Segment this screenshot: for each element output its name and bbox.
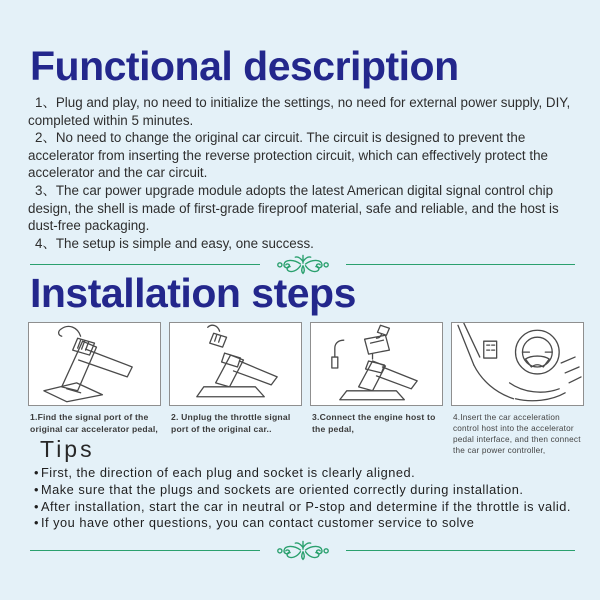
tip-text: If you have other questions, you can contact customer service to solve xyxy=(40,515,475,531)
installation-steps-title: Installation steps xyxy=(30,270,356,316)
pedal-with-cable-icon xyxy=(29,323,160,405)
dashboard-steering-wheel-icon xyxy=(452,323,583,405)
tip-item-3 xyxy=(34,499,584,516)
installation-step-3 xyxy=(310,322,443,456)
tips-list xyxy=(34,465,584,532)
divider-line-left xyxy=(30,264,260,265)
divider-line-right xyxy=(346,264,576,265)
step1-caption: 1.Find the signal port of the original car accelerator pedal, xyxy=(30,412,158,434)
step4-caption: 4.Insert the car acceleration control host into the accelerator pedal interface, and then connect the car power controller, xyxy=(453,413,581,455)
installation-step-4 xyxy=(451,322,584,456)
tip-item-4 xyxy=(34,515,584,532)
step2-panel xyxy=(169,322,302,406)
engine-host-connected-icon xyxy=(311,323,442,405)
step4-panel xyxy=(451,322,584,406)
tips-title: Tips xyxy=(40,436,95,462)
bullet-icon: • xyxy=(34,465,39,480)
bullet-icon: • xyxy=(34,481,39,497)
functional-item-3: 3、The car power upgrade module adopts the latest American digital signal control chip design, the shell is made of first-grade fireproof material, safe and reliable, and the host is dust-free packaging. xyxy=(28,182,559,234)
tip-item-1 xyxy=(34,465,584,482)
functional-item-1: 1、Plug and play, no need to initialize the settings, no need for external power supply, DIY, completed within 5 minutes. xyxy=(28,95,571,128)
pedal-unplugged-connector-icon xyxy=(170,323,301,405)
tip-text: First, the direction of each plug and socket is clearly aligned. xyxy=(40,465,416,480)
tip-text: After installation, start the car in neutral or P-stop and determine if the throttle is valid. xyxy=(40,498,571,514)
section-divider-bottom xyxy=(30,538,575,562)
divider-line-right xyxy=(346,550,576,551)
step2-caption: 2. Unplug the throttle signal port of the original car.. xyxy=(171,412,291,434)
step3-caption: 3.Connect the engine host to the pedal, xyxy=(312,412,436,434)
bullet-icon: • xyxy=(34,515,39,531)
tip-item-2 xyxy=(34,482,584,499)
bullet-icon: • xyxy=(34,498,39,514)
functional-item-2: 2、No need to change the original car circuit. The circuit is designed to prevent the accelerator from inserting the reverse protection circuit, which can effectively protect the accelerator and the car circuit. xyxy=(28,130,548,181)
functional-description-title: Functional description xyxy=(30,43,459,89)
functional-description-list xyxy=(28,94,584,252)
divider-line-left xyxy=(30,550,260,551)
step3-panel xyxy=(310,322,443,406)
flourish-ornament-icon xyxy=(264,538,342,562)
tip-text: Make sure that the plugs and sockets are oriented correctly during installation. xyxy=(40,481,524,497)
functional-item-4: 4、The setup is simple and easy, one success. xyxy=(35,235,314,251)
installation-steps-row xyxy=(28,322,588,456)
step1-panel xyxy=(28,322,161,406)
installation-step-2 xyxy=(169,322,302,456)
